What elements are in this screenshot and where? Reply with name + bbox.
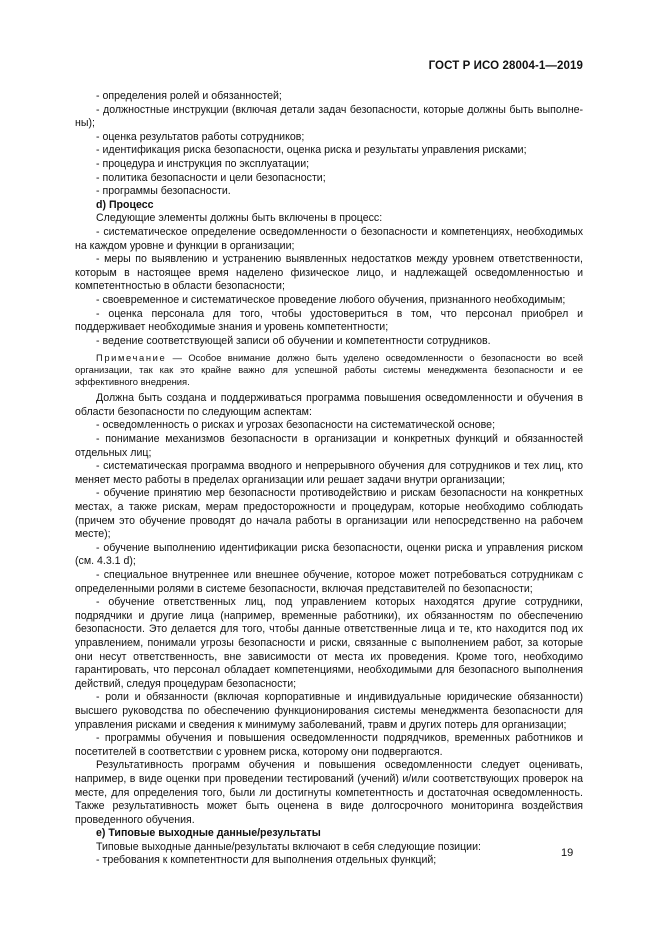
list-item: - оценка персонала для того, чтобы удостовериться в том, что персонал приобрел и поддерживает необходимые знания и уровень компетентности; <box>75 307 583 334</box>
list-item: - должностные инструкции (включая детали задач безопасности, которые должны быть выполне-ны); <box>75 103 583 130</box>
note-label: Примечание <box>96 352 167 364</box>
list-item: - ведение соответствующей записи об обучении и компетентности сотрудников. <box>96 334 491 347</box>
list-item: - осведомленность о рисках и угрозах безопасности на систематической основе; <box>96 419 496 432</box>
list-item: - программы безопасности. <box>96 185 231 198</box>
note-paragraph <box>75 352 583 388</box>
awareness-intro: Должна быть создана и поддерживаться программа повышения осведомленности и обучения в области безопасности по следующим аспектам: <box>75 392 583 418</box>
list-item: - специальное внутреннее или внешнее обучение, которое может потребоваться сотрудникам с определенными ролями в системе безопасности, включая представителей по безопасности; <box>75 569 583 595</box>
note-text: — Особое внимание должно быть уделено осведомленности о безопасности во всей организации, так как это крайне важно для успешной работы системы менеджмента безопасности и ее эффективного внедрения. <box>75 352 583 388</box>
section-d-intro: Следующие элементы должны быть включены в процесс: <box>96 212 383 225</box>
list-roles <box>75 90 583 199</box>
list-item: - понимание механизмов безопасности в организации и конкретных функций и обязанностей отдельных лиц; <box>75 433 583 459</box>
section-d-heading: d) Процесс <box>96 198 154 211</box>
list-process <box>75 226 583 348</box>
list-item: - требования к компетентности для выполнения отдельных функций; <box>96 854 437 867</box>
list-item: - процедура и инструкция по эксплуатации; <box>96 157 310 170</box>
list-item: - политика безопасности и цели безопасности; <box>96 171 326 184</box>
document-code-header: ГОСТ Р ИСО 28004-1—2019 <box>428 60 583 72</box>
document-body <box>75 90 583 868</box>
effectiveness-paragraph: Результативность программ обучения и повышения осведомленности следует оценивать, например, в виде оценки при проведении тестирований (учений) и/или соответствующих проверок на месте, для определения того, были ли достигнуты компетентность и достаточная осведомленность. Также результативность может быть оценена в виде долгосрочного мониторинга воздействия проведенного обучения. <box>75 759 583 826</box>
list-item: - обучение выполнению идентификации риска безопасности, оценки риска и управления риском (см. 4.3.1 d); <box>75 541 583 568</box>
list-item: - программы обучения и повышения осведомленности подрядчиков, временных работников и посетителей в соответствии с уровнем риска, которому они подвергаются. <box>75 732 583 758</box>
list-item: - идентификация риска безопасности, оценка риска и результаты управления рисками; <box>96 144 527 157</box>
list-item: - систематическая программа вводного и непрерывного обучения для сотрудников и тех лиц, кто меняет место работы в пределах организации или решает задачи внутри организации; <box>75 460 583 486</box>
list-item: - оценка результатов работы сотрудников; <box>96 130 305 143</box>
list-item: - систематическое определение осведомленности о безопасности и компетенциях, необходимых на каждом уровне и функции в организации; <box>75 225 583 252</box>
list-awareness <box>75 419 583 759</box>
list-item: - роли и обязанности (включая корпоративные и индивидуальные юридические обязанности) высшего руководства по обеспечению функционирования системы менеджмента безопасности для управления рисками и сведения к минимуму заболеваний, травм и других потерь для организации; <box>75 691 583 731</box>
list-item: - обучение принятию мер безопасности противодействию и рискам безопасности на конкретных местах, а также рискам, мерам предосторожности и процедурам, которые необходимо соблюдать (причем это обучение проводят до начала работы в организации или непосредственно на рабочем месте); <box>75 487 583 541</box>
list-item: - обучение ответственных лиц, под управлением которых находятся другие сотрудники, подрядчики и другие лица (например, временные работники), их обязанностям по обеспечению безопасности. Это делается для того, чтобы данные ответственные лица и те, кто находится под их управлением, понимали угрозы безопасности и риски, связанные с выполнением работ, за которые они несут ответственность, вне зависимости от места их проведения. Кроме того, необходимо гарантировать, что персонал обладает компетенциями, необходимыми для безопасного выполнения действий, следуя процедурам безопасности; <box>75 596 583 690</box>
list-item: - меры по выявлению и устранению выявленных недостатков между уровнем ответственности, которым в настоящее время наделено физическое лицо, и надлежащей осведомленностью и компетентностью в области безопасности; <box>75 253 583 293</box>
list-item: - определения ролей и обязанностей; <box>96 90 282 102</box>
list-outputs <box>75 854 583 868</box>
list-item: - своевременное и систематическое проведение любого обучения, признанного необходимым; <box>96 293 566 306</box>
section-e-intro: Типовые выходные данные/результаты включают в себя следующие позиции: <box>96 840 481 853</box>
page-number: 19 <box>561 847 574 859</box>
section-e-heading: е) Типовые выходные данные/результаты <box>96 827 321 840</box>
